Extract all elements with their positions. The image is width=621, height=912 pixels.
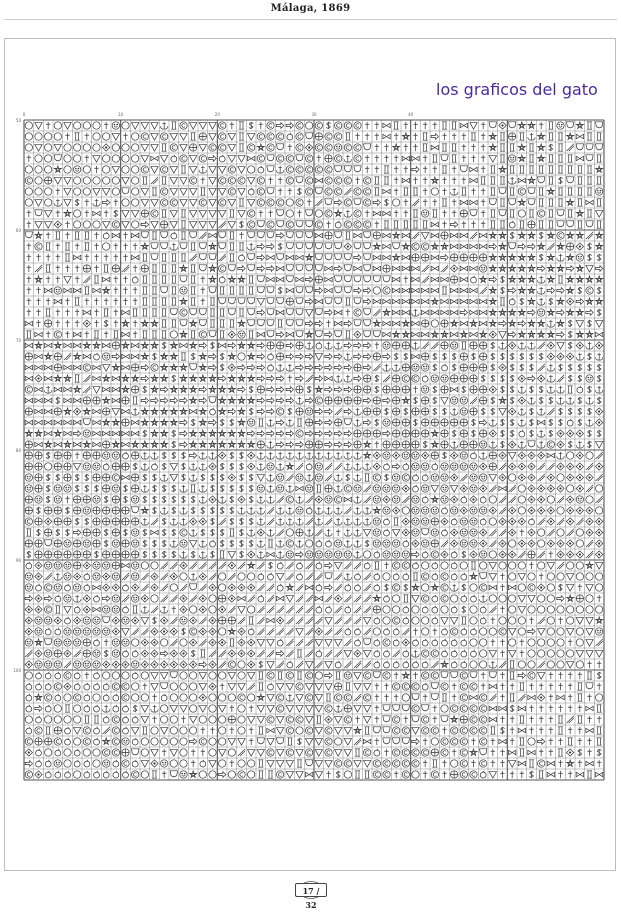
crosshair-circle-icon xyxy=(460,716,467,723)
crosshair-circle-icon xyxy=(102,551,109,558)
crosshair-circle-icon xyxy=(44,320,51,327)
crosshair-circle-icon xyxy=(102,507,109,514)
crosshair-circle-icon xyxy=(112,518,119,525)
crosshair-circle-icon xyxy=(64,463,71,470)
crosshair-circle-icon xyxy=(344,705,351,712)
column-axis-label: 30 xyxy=(311,112,317,117)
crosshair-circle-icon xyxy=(460,254,467,261)
crosshair-circle-icon xyxy=(218,617,225,624)
column-axis-label: 20 xyxy=(215,112,221,117)
row-axis-label: 70 xyxy=(16,338,22,343)
crosshair-circle-icon xyxy=(470,254,477,261)
crosshair-circle-icon xyxy=(112,529,119,536)
crosshair-circle-icon xyxy=(441,441,448,448)
crosshair-circle-icon xyxy=(325,397,332,404)
crosshair-circle-icon xyxy=(64,474,71,481)
crosshair-circle-icon xyxy=(363,375,370,382)
crosshair-circle-icon xyxy=(383,265,390,272)
crosshair-circle-icon xyxy=(296,408,303,415)
crosshair-circle-icon xyxy=(392,386,399,393)
crosshair-circle-icon xyxy=(315,133,322,140)
crosshair-circle-icon xyxy=(315,276,322,283)
crosshair-circle-icon xyxy=(354,397,361,404)
crosshair-circle-icon xyxy=(112,562,119,569)
crosshair-circle-icon xyxy=(392,397,399,404)
crosshair-circle-icon xyxy=(363,430,370,437)
row-axis-label: 60 xyxy=(16,228,22,233)
crosshair-circle-icon xyxy=(402,386,409,393)
crosshair-circle-icon xyxy=(25,496,32,503)
crosshair-circle-icon xyxy=(431,540,438,547)
crosshair-circle-icon xyxy=(73,551,80,558)
crosshair-circle-icon xyxy=(354,430,361,437)
crosshair-circle-icon xyxy=(102,518,109,525)
crosshair-circle-icon xyxy=(489,463,496,470)
crosshair-circle-icon xyxy=(54,364,61,371)
crosshair-circle-icon xyxy=(141,265,148,272)
crosshair-circle-icon xyxy=(489,452,496,459)
crosshair-circle-icon xyxy=(479,397,486,404)
crosshair-circle-icon xyxy=(131,386,138,393)
crosshair-circle-icon xyxy=(44,529,51,536)
crosshair-circle-icon xyxy=(421,397,428,404)
crosshair-circle-icon xyxy=(325,155,332,162)
crosshair-circle-icon xyxy=(54,507,61,514)
crosshair-circle-icon xyxy=(479,430,486,437)
crosshair-circle-icon xyxy=(363,408,370,415)
crosshair-circle-icon xyxy=(257,386,264,393)
crosshair-circle-icon xyxy=(267,342,274,349)
crosshair-circle-icon xyxy=(373,430,380,437)
crosshair-circle-icon xyxy=(25,540,32,547)
crosshair-circle-icon xyxy=(83,650,90,657)
crosshair-circle-icon xyxy=(83,265,90,272)
crosshair-circle-icon xyxy=(199,133,206,140)
crosshair-circle-icon xyxy=(460,430,467,437)
crosshair-circle-icon xyxy=(122,397,129,404)
crosshair-circle-icon xyxy=(141,210,148,217)
crosshair-circle-icon xyxy=(421,320,428,327)
crosshair-circle-icon xyxy=(54,452,61,459)
crosshair-circle-icon xyxy=(44,551,51,558)
crosshair-circle-icon xyxy=(450,419,457,426)
crosshair-circle-icon xyxy=(122,540,129,547)
crosshair-circle-icon xyxy=(460,441,467,448)
crosshair-circle-icon xyxy=(25,353,32,360)
crosshair-circle-icon xyxy=(218,595,225,602)
crosshair-circle-icon xyxy=(131,518,138,525)
crosshair-circle-icon xyxy=(412,408,419,415)
crosshair-circle-icon xyxy=(93,529,100,536)
crosshair-circle-icon xyxy=(54,540,61,547)
crosshair-circle-icon xyxy=(431,518,438,525)
crosshair-circle-icon xyxy=(479,342,486,349)
crosshair-circle-icon xyxy=(83,551,90,558)
chart-grid xyxy=(24,120,604,780)
crosshair-circle-icon xyxy=(83,639,90,646)
crosshair-circle-icon xyxy=(102,408,109,415)
crosshair-circle-icon xyxy=(93,452,100,459)
crosshair-circle-icon xyxy=(373,232,380,239)
crosshair-circle-icon xyxy=(296,529,303,536)
crosshair-circle-icon xyxy=(93,540,100,547)
crosshair-circle-icon xyxy=(83,397,90,404)
crosshair-circle-icon xyxy=(228,617,235,624)
crosshair-circle-icon xyxy=(189,144,196,151)
crosshair-circle-icon xyxy=(412,441,419,448)
crosshair-circle-icon xyxy=(450,375,457,382)
crosshair-circle-icon xyxy=(93,507,100,514)
crosshair-circle-icon xyxy=(479,353,486,360)
crosshair-circle-icon xyxy=(35,463,42,470)
crosshair-circle-icon xyxy=(73,507,80,514)
crosshair-circle-icon xyxy=(441,232,448,239)
crosshair-circle-icon xyxy=(305,441,312,448)
crosshair-circle-icon xyxy=(421,430,428,437)
crosshair-circle-icon xyxy=(470,386,477,393)
crosshair-circle-icon xyxy=(131,364,138,371)
crosshair-circle-icon xyxy=(383,386,390,393)
crosshair-circle-icon xyxy=(131,551,138,558)
crosshair-circle-icon xyxy=(392,342,399,349)
crosshair-circle-icon xyxy=(64,551,71,558)
crosshair-circle-icon xyxy=(73,562,80,569)
crosshair-circle-icon xyxy=(131,485,138,492)
crosshair-circle-icon xyxy=(402,364,409,371)
crosshair-circle-icon xyxy=(35,738,42,745)
crosshair-circle-icon xyxy=(296,342,303,349)
crosshair-circle-icon xyxy=(479,254,486,261)
crosshair-circle-icon xyxy=(460,419,467,426)
crosshair-circle-icon xyxy=(54,518,61,525)
row-axis-label: 100 xyxy=(13,668,21,673)
crosshair-circle-icon xyxy=(44,177,51,184)
crosshair-circle-icon xyxy=(276,342,283,349)
crosshair-circle-icon xyxy=(102,485,109,492)
crosshair-circle-icon xyxy=(112,507,119,514)
crosshair-circle-icon xyxy=(402,419,409,426)
crosshair-circle-icon xyxy=(122,463,129,470)
crosshair-circle-icon xyxy=(112,496,119,503)
crosshair-circle-icon xyxy=(54,463,61,470)
crosshair-circle-icon xyxy=(122,749,129,756)
crosshair-circle-icon xyxy=(392,408,399,415)
crosshair-circle-icon xyxy=(441,320,448,327)
crosshair-circle-icon xyxy=(470,441,477,448)
crosshair-circle-icon xyxy=(528,221,535,228)
crosshair-circle-icon xyxy=(566,243,573,250)
page-header-title: Málaga, 1869 xyxy=(0,3,621,14)
crosshair-circle-icon xyxy=(54,408,61,415)
crosshair-circle-icon xyxy=(83,452,90,459)
crosshair-circle-icon xyxy=(64,452,71,459)
column-axis-label: 0 xyxy=(23,112,26,117)
crosshair-circle-icon xyxy=(383,441,390,448)
crosshair-circle-icon xyxy=(460,353,467,360)
crosshair-circle-icon xyxy=(450,276,457,283)
crosshair-circle-icon xyxy=(334,419,341,426)
crosshair-circle-icon xyxy=(508,133,515,140)
crosshair-circle-icon xyxy=(44,738,51,745)
crosshair-circle-icon xyxy=(576,595,583,602)
crosshair-circle-icon xyxy=(102,441,109,448)
crosshair-circle-icon xyxy=(296,386,303,393)
crosshair-circle-icon xyxy=(470,375,477,382)
crosshair-circle-icon xyxy=(402,430,409,437)
crosshair-circle-icon xyxy=(25,408,32,415)
crosshair-circle-icon xyxy=(54,551,61,558)
page-number-badge: 17 / 32 xyxy=(295,883,327,897)
crosshair-circle-icon xyxy=(441,342,448,349)
crosshair-circle-icon xyxy=(73,540,80,547)
crosshair-circle-icon xyxy=(354,441,361,448)
crosshair-circle-icon xyxy=(392,419,399,426)
crosshair-circle-icon xyxy=(83,496,90,503)
crosshair-circle-icon xyxy=(392,375,399,382)
crosshair-circle-icon xyxy=(402,342,409,349)
crosshair-circle-icon xyxy=(131,452,138,459)
crosshair-circle-icon xyxy=(354,386,361,393)
crosshair-circle-icon xyxy=(412,254,419,261)
column-axis-label: 10 xyxy=(118,112,124,117)
crosshair-circle-icon xyxy=(25,463,32,470)
crosshair-circle-icon xyxy=(402,441,409,448)
crosshair-circle-icon xyxy=(325,485,332,492)
crosshair-circle-icon xyxy=(441,386,448,393)
crosshair-circle-icon xyxy=(460,364,467,371)
crosshair-circle-icon xyxy=(392,441,399,448)
crosshair-circle-icon xyxy=(470,364,477,371)
crosshair-circle-icon xyxy=(54,353,61,360)
crosshair-circle-icon xyxy=(83,529,90,536)
crosshair-circle-icon xyxy=(363,386,370,393)
crosshair-circle-icon xyxy=(25,452,32,459)
crosshair-circle-icon xyxy=(450,771,457,778)
crosshair-circle-icon xyxy=(35,452,42,459)
crosshair-circle-icon xyxy=(421,254,428,261)
crosshair-circle-icon xyxy=(412,430,419,437)
crosshair-circle-icon xyxy=(35,485,42,492)
crosshair-circle-icon xyxy=(334,683,341,690)
crosshair-circle-icon xyxy=(344,397,351,404)
crosshair-circle-icon xyxy=(112,265,119,272)
crosshair-circle-icon xyxy=(112,463,119,470)
crosshair-circle-icon xyxy=(373,397,380,404)
crosshair-circle-icon xyxy=(460,375,467,382)
crosshair-circle-icon xyxy=(373,408,380,415)
crosshair-circle-icon xyxy=(93,397,100,404)
crosshair-circle-icon xyxy=(470,408,477,415)
crosshair-circle-icon xyxy=(421,408,428,415)
crosshair-circle-icon xyxy=(528,551,535,558)
crosshair-circle-icon xyxy=(35,551,42,558)
crosshair-circle-icon xyxy=(54,727,61,734)
crosshair-circle-icon xyxy=(286,298,293,305)
crosshair-circle-icon xyxy=(431,452,438,459)
crosshair-circle-icon xyxy=(431,419,438,426)
column-axis-label: 40 xyxy=(408,112,414,117)
crosshair-circle-icon xyxy=(102,474,109,481)
watermark-text: los graficos del gato xyxy=(436,80,598,99)
row-axis-label: 90 xyxy=(16,558,22,563)
crosshair-circle-icon xyxy=(112,342,119,349)
crosshair-circle-icon xyxy=(479,386,486,393)
row-axis-label: 80 xyxy=(16,448,22,453)
crosshair-circle-icon xyxy=(93,518,100,525)
crosshair-circle-icon xyxy=(392,430,399,437)
crosshair-circle-icon xyxy=(160,221,167,228)
row-axis-label: 50 xyxy=(16,118,22,123)
crosshair-circle-icon xyxy=(93,474,100,481)
crosshair-circle-icon xyxy=(305,419,312,426)
crosshair-circle-icon xyxy=(315,441,322,448)
crosshair-circle-icon xyxy=(276,353,283,360)
crosshair-circle-icon xyxy=(373,606,380,613)
crosshair-circle-icon xyxy=(334,397,341,404)
crosshair-circle-icon xyxy=(122,419,129,426)
crosshair-circle-icon xyxy=(441,419,448,426)
crosshair-circle-icon xyxy=(450,254,457,261)
crosshair-circle-icon xyxy=(421,419,428,426)
crosshair-circle-icon xyxy=(470,342,477,349)
crosshair-circle-icon xyxy=(44,507,51,514)
crosshair-circle-icon xyxy=(325,232,332,239)
crosshair-circle-icon xyxy=(460,210,467,217)
crosshair-circle-icon xyxy=(421,353,428,360)
crosshair-circle-icon xyxy=(122,551,129,558)
crosshair-circle-icon xyxy=(35,474,42,481)
crosshair-circle-icon xyxy=(35,540,42,547)
crosshair-circle-icon xyxy=(122,518,129,525)
crosshair-circle-icon xyxy=(25,507,32,514)
crosshair-circle-icon xyxy=(112,551,119,558)
crosshair-circle-icon xyxy=(228,716,235,723)
crosshair-circle-icon xyxy=(64,518,71,525)
crosshair-circle-icon xyxy=(73,496,80,503)
crosshair-circle-icon xyxy=(122,507,129,514)
crosshair-circle-icon xyxy=(479,364,486,371)
crosshair-circle-icon xyxy=(131,474,138,481)
crosshair-circle-icon xyxy=(25,441,32,448)
crosshair-circle-icon xyxy=(257,441,264,448)
crosshair-circle-icon xyxy=(431,749,438,756)
crosshair-circle-icon xyxy=(35,518,42,525)
crosshair-circle-icon xyxy=(354,364,361,371)
crosshair-circle-icon xyxy=(373,353,380,360)
crosshair-circle-icon xyxy=(441,430,448,437)
crosshair-circle-icon xyxy=(54,650,61,657)
